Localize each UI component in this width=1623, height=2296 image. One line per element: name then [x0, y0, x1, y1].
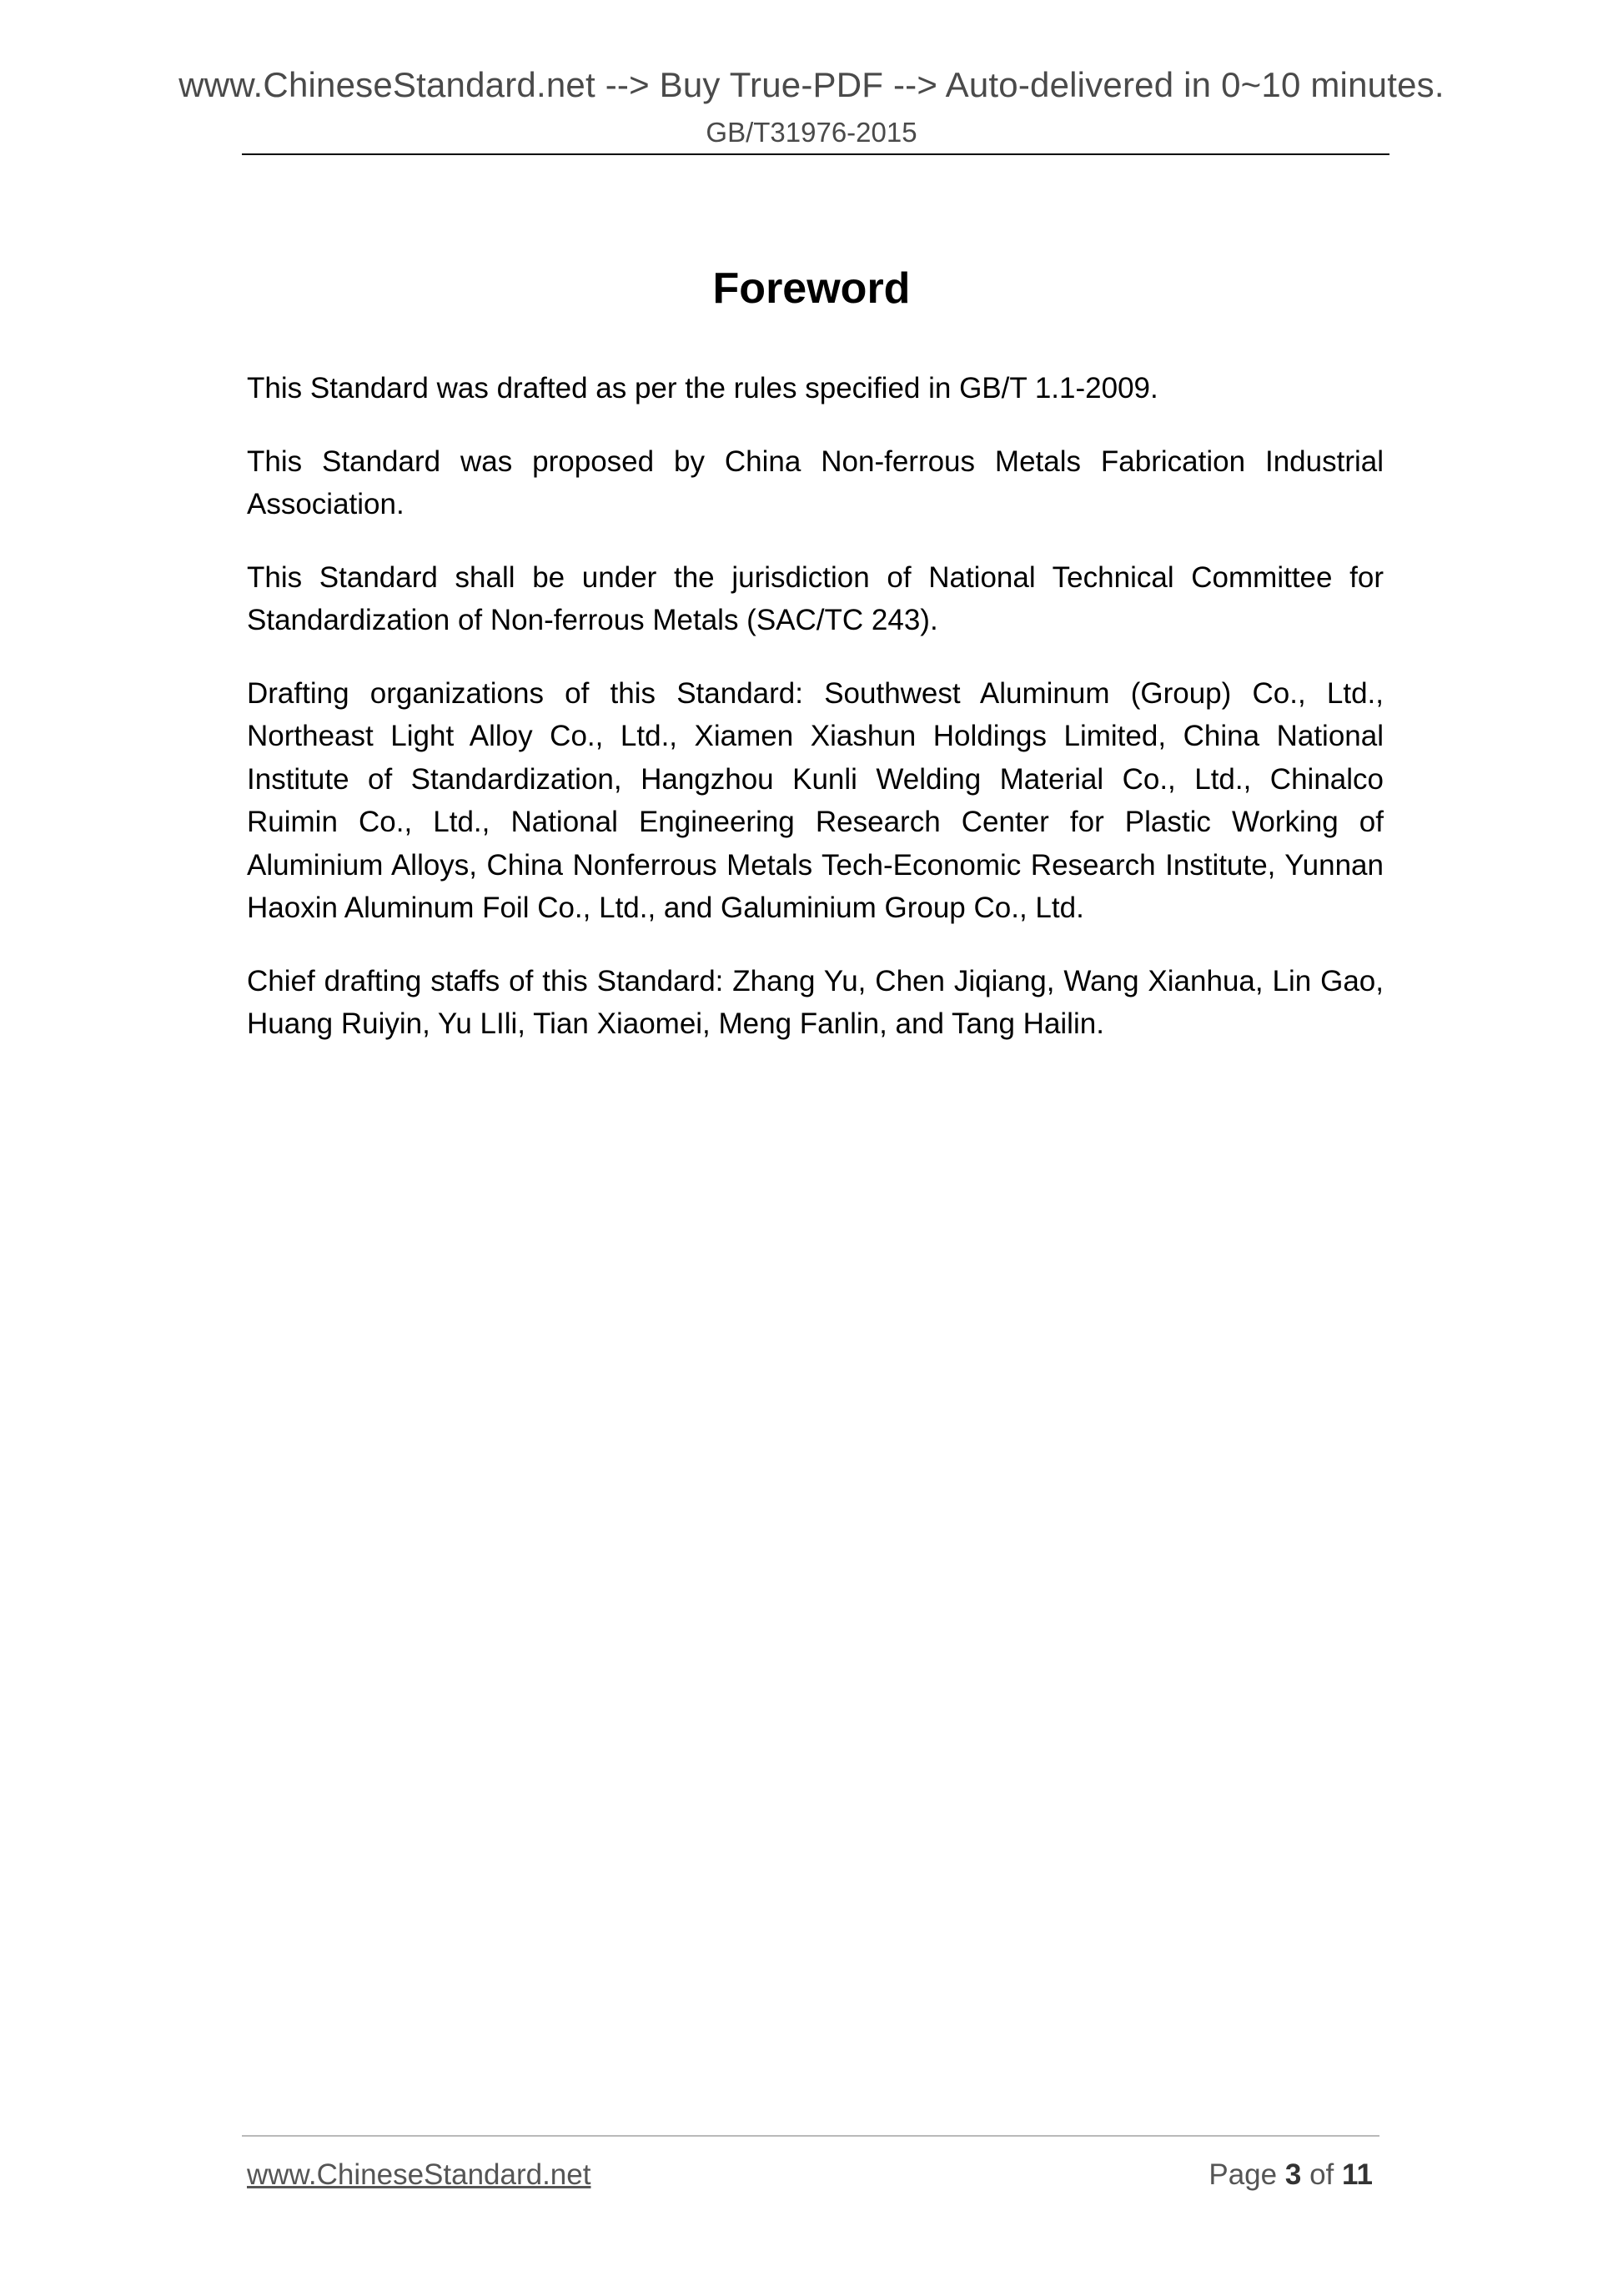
- header-banner: www.ChineseStandard.net --> Buy True-PDF --> Auto-delivered in 0~10 minutes.: [178, 65, 1445, 104]
- paragraph-proposed-by: This Standard was proposed by China Non-ferrous Metals Fabrication Industrial Association.: [247, 445, 1384, 520]
- page-title: Foreword: [712, 264, 911, 313]
- page-prefix: Page: [1208, 2158, 1278, 2191]
- paragraph-drafting-rules: This Standard was drafted as per the rules specified in GB/T 1.1-2009.: [247, 372, 1158, 404]
- foreword-body: [247, 367, 1384, 1076]
- footer-divider: [242, 2135, 1379, 2137]
- paragraph-drafting-staff: Chief drafting staffs of this Standard: Zhang Yu, Chen Jiqiang, Wang Xianhua, Lin Gao, Huang Ruiyin, Yu LIli, Tian Xiaomei, Meng Fanlin, and Tang Hailin.: [247, 964, 1384, 1040]
- paragraph-drafting-organizations: Drafting organizations of this Standard: Southwest Aluminum (Group) Co., Ltd., Northeast Light Alloy Co., Ltd., Xiamen Xiashun Holdings Limited, China National Institute of Standardization, Hangzhou Kunli Welding Material Co., Ltd., Chinalco Ruimin Co., Ltd., National Engineering Research Center for Plastic Working of Aluminium Alloys, China Nonferrous Metals Tech-Economic Research Institute, Yunnan Haoxin Aluminum Foil Co., Ltd., and Galuminium Group Co., Ltd.: [247, 676, 1384, 924]
- page-number: [1208, 2158, 1373, 2192]
- standard-number: GB/T31976-2015: [706, 117, 917, 148]
- page-current: 3: [1284, 2158, 1302, 2191]
- header-divider: [242, 153, 1389, 155]
- page-of: of: [1309, 2158, 1334, 2191]
- page-total: 11: [1342, 2158, 1373, 2191]
- footer-website-link[interactable]: www.ChineseStandard.net: [247, 2158, 591, 2191]
- paragraph-jurisdiction: This Standard shall be under the jurisdiction of National Technical Committee for Standardization of Non-ferrous Metals (SAC/TC 243).: [247, 560, 1384, 636]
